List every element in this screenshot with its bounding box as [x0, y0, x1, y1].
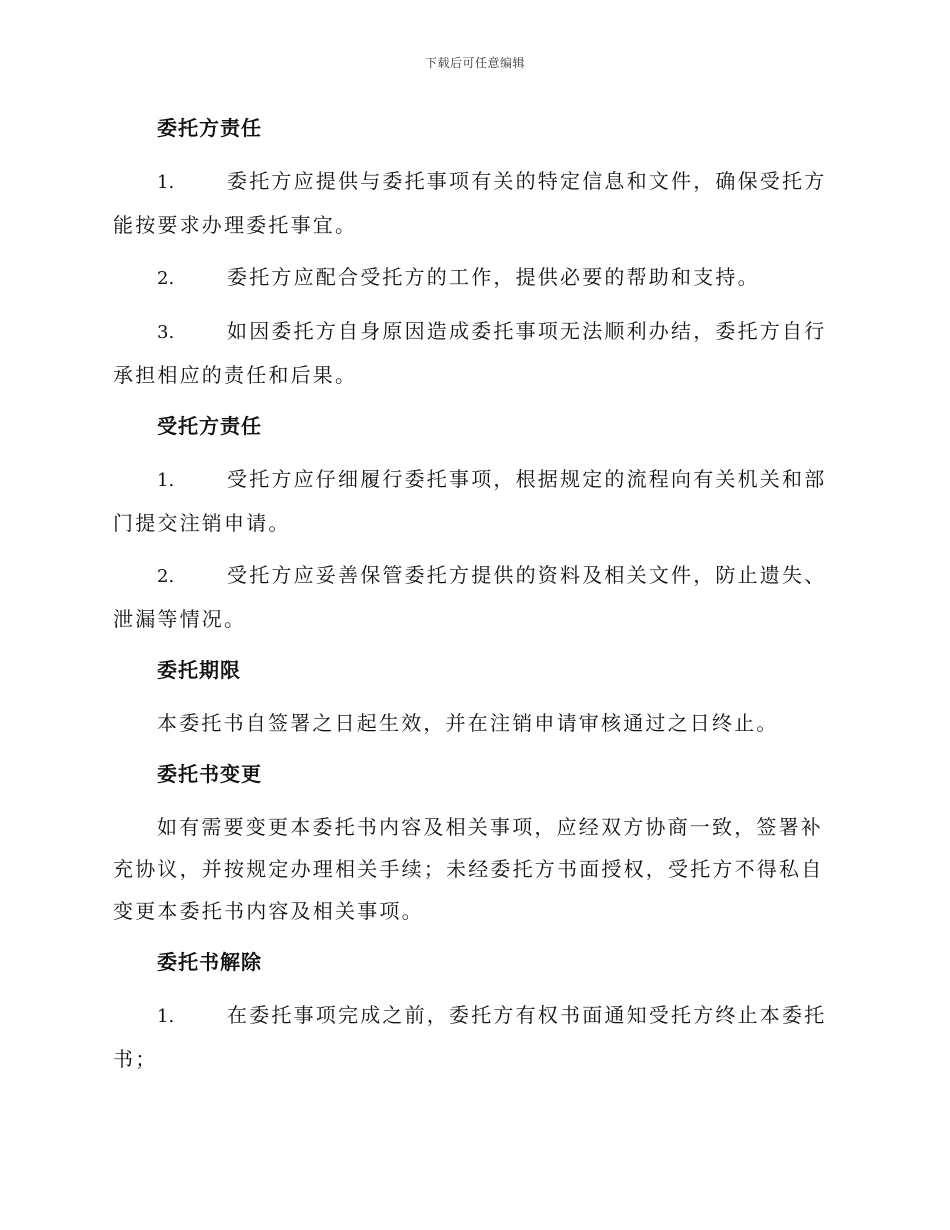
item-number: 3.	[157, 322, 175, 343]
client-item-3	[113, 310, 833, 396]
item-number: 2.	[157, 268, 175, 289]
client-item-2	[113, 256, 833, 300]
section-heading-change: 委托书变更	[157, 762, 262, 786]
item-text: 受托方应仔细履行委托事项，根据规定的流程向有关机关和部门提交注销申请。	[113, 467, 827, 535]
agent-item-2	[113, 554, 833, 640]
item-number: 1.	[157, 1006, 175, 1027]
section-heading-term: 委托期限	[157, 658, 241, 682]
section-heading-termination: 委托书解除	[157, 950, 262, 974]
item-number: 2.	[157, 566, 175, 587]
item-number: 1.	[157, 470, 175, 491]
section-heading-agent-responsibilities: 受托方责任	[157, 414, 262, 438]
termination-item-1	[113, 994, 833, 1080]
item-text: 如因委托方自身原因造成委托事项无法顺利办结，委托方自行承担相应的责任和后果。	[113, 319, 827, 387]
header-note: 下载后可任意编辑	[424, 56, 525, 70]
term-paragraph: 本委托书自签署之日起生效，并在注销申请审核通过之日终止。	[157, 711, 779, 735]
agent-item-1	[113, 458, 833, 544]
section-heading-client-responsibilities: 委托方责任	[157, 116, 262, 140]
item-number: 1.	[157, 172, 175, 193]
item-text: 受托方应妥善保管委托方提供的资料及相关文件，防止遗失、泄漏等情况。	[113, 563, 827, 631]
change-paragraph: 如有需要变更本委托书内容及相关事项，应经双方协商一致，签署补充协议，并按规定办理相关手续；未经委托方书面授权，受托方不得私自变更本委托书内容及相关事项。	[113, 815, 824, 923]
client-item-1	[113, 160, 833, 246]
item-text: 委托方应配合受托方的工作，提供必要的帮助和支持。	[227, 265, 760, 289]
item-text: 在委托事项完成之前，委托方有权书面通知受托方终止本委托书；	[113, 1003, 827, 1071]
item-text: 委托方应提供与委托事项有关的特定信息和文件，确保受托方能按要求办理委托事宜。	[113, 169, 827, 237]
document-body	[113, 108, 833, 1090]
